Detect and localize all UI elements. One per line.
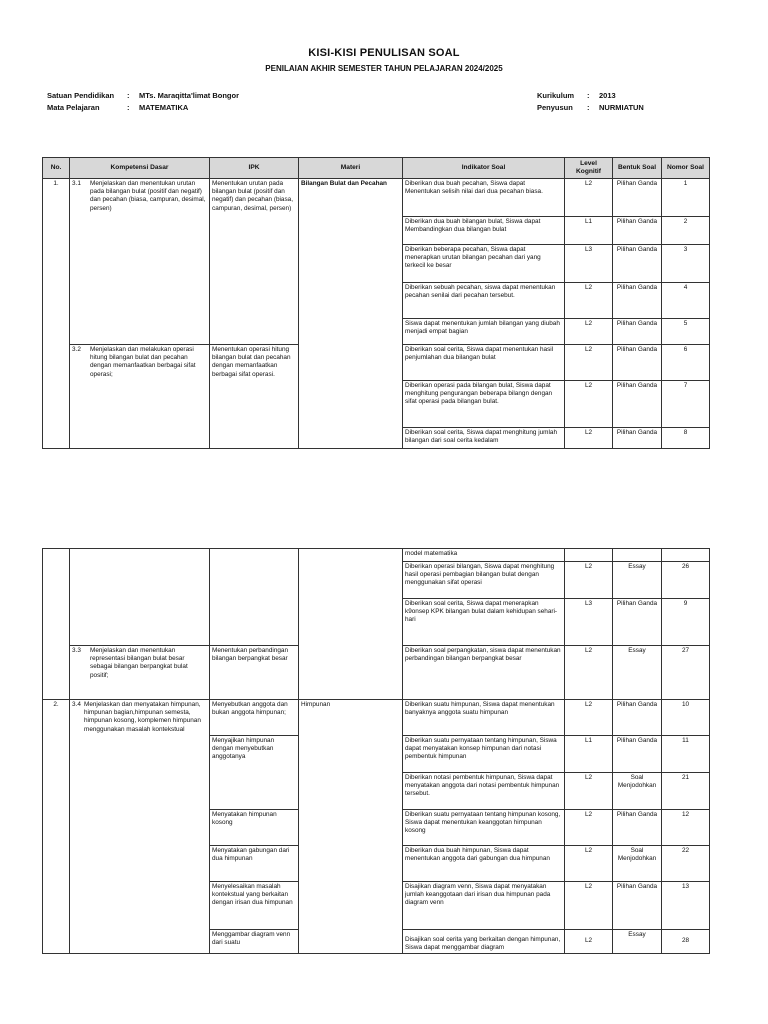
nomor-cell: 11 [662,736,710,773]
bentuk-cell: Essay [613,562,662,599]
nomor-cell: 6 [662,345,710,381]
header-no: No. [43,158,70,179]
nomor-cell: 4 [662,283,710,319]
kd-number: 3.4 [72,701,81,708]
mapel-label: Mata Pelajaran [47,103,100,112]
colon: : [127,103,130,112]
kd-cell [70,179,210,345]
kurikulum-label: Kurikulum [537,91,575,100]
header-ipk: IPK [210,158,299,179]
indikator-cell: Diberikan suatu pernyataan tentang himpunan kosong, Siswa dapat menentukan keanggotan himpunan kosong [403,810,565,846]
nomor-cell: 1 [662,179,710,217]
level-cell: L2 [565,882,613,930]
nomor-cell: 5 [662,319,710,345]
level-cell: L2 [565,810,613,846]
ipk-cell: Menyelesaikan masalah kontekstual yang berkaitan dengan irisan dua himpunan [210,882,299,930]
indikator-cell: Diberikan notasi pembentuk himpunan, Siswa dapat menyatakan anggota dari notasi pembentuk himpunan tersebut. [403,773,565,810]
bentuk-cell: Pilihan Ganda [613,319,662,345]
ipk-cell: Menentukan urutan pada bilangan bulat (positif dan negatif) dan pecahan (biasa, campuran, desimal, persen) [210,179,299,345]
ipk-cell: Menentukan operasi hitung bilangan bulat dan pecahan dengan memanfaatkan berbagai sifat operasi. [210,345,299,449]
nomor-cell: 21 [662,773,710,810]
level-cell: L2 [565,428,613,449]
header-bentuk: Bentuk Soal [613,158,662,179]
penyusun-value: NURMIATUN [599,103,644,112]
bentuk-cell: Pilihan Ganda [613,345,662,381]
kd-cell [70,700,210,954]
kisi-table-2 [42,548,710,954]
penyusun-label: Penyusun [537,103,573,112]
header-materi: Materi [299,158,403,179]
row-number: 2. [43,700,70,954]
colon: : [127,91,130,100]
kd-cell [70,345,210,449]
table-row [43,549,710,562]
kisi-table-1 [42,157,710,449]
header-level: Level Kognitif [565,158,613,179]
colon: : [587,91,590,100]
bentuk-cell: Soal Menjodohkan [613,773,662,810]
bentuk-cell: Pilihan Ganda [613,428,662,449]
ipk-cell: Menyajikan himpunan dengan menyebutkan anggotanya [210,736,299,810]
nomor-cell: 27 [662,646,710,700]
bentuk-cell [613,549,662,562]
indikator-cell: Diberikan sebuah pecahan, siswa dapat menentukan pecahan senilai dari pecahan tersebut. [403,283,565,319]
nomor-cell: 12 [662,810,710,846]
bentuk-cell: Pilihan Ganda [613,700,662,736]
colon: : [587,103,590,112]
level-cell: L2 [565,345,613,381]
nomor-cell [662,549,710,562]
kd-text: Menjelaskan dan melakukan operasi hitung bilangan bulat dan pecahan dengan memanfaatkan berbagai sifat operasi; [90,346,196,378]
indikator-cell: Diberikan dua buah bilangan bulat, Siswa dapat Membandingkan dua bilangan bulat [403,217,565,245]
table-row [43,700,710,736]
level-cell: L2 [565,562,613,599]
bentuk-cell: Pilihan Ganda [613,179,662,217]
kd-cell [70,646,210,700]
kurikulum-value: 2013 [599,91,616,100]
indikator-cell: Diberikan soal perpangkatan, siswa dapat menentukan perbandingan bilangan berpangkat besar [403,646,565,700]
level-cell: L2 [565,773,613,810]
indikator-cell: model matematika [403,549,565,562]
bentuk-cell: Essay [613,930,662,954]
indikator-cell: Diberikan suatu himpunan, Siswa dapat menentukan banyaknya anggota suatu himpunan [403,700,565,736]
bentuk-cell: Pilihan Ganda [613,599,662,646]
ipk-cell: Menyatakan himpunan kosong [210,810,299,846]
materi-cell [299,549,403,700]
indikator-cell: Diberikan soal cerita, Siswa dapat menghitung jumlah bilangan dari soal cerita kedalam [403,428,565,449]
kd-text: Menjelaskan dan menentukan representasi bilangan bulat besar sebagai bilangan berpangkat bulat positif; [90,647,188,679]
indikator-cell: Diberikan operasi pada bilangan bulat, Siswa dapat menghitung pengurangan beberapa bilangn dengan sifat operasi pada bilangan bulat. [403,381,565,428]
level-cell: L1 [565,217,613,245]
nomor-cell: 26 [662,562,710,599]
info-left [47,90,239,114]
level-cell: L2 [565,179,613,217]
bentuk-cell: Pilihan Ganda [613,381,662,428]
bentuk-cell: Pilihan Ganda [613,810,662,846]
indikator-cell: Diberikan soal cerita, Siswa dapat menentukan hasil penjumlahan dua bilangan bulat [403,345,565,381]
indikator-cell: Diberikan suatu pernyataan tentang himpunan, Siswa dapat menyatakan konsep himpunan dari notasi pembentuk himpunan [403,736,565,773]
indikator-cell: Disajikan diagram venn, Siswa dapat menyatakan jumlah keanggotaan dari irisan dua himpunan pada diagram venn [403,882,565,930]
nomor-cell: 28 [662,930,710,954]
ipk-cell [210,549,299,646]
ipk-cell: Menggambar diagram venn dari suatu [210,930,299,954]
indikator-cell: Siswa dapat menentukan jumlah bilangan yang diubah menjadi empat bagian [403,319,565,345]
satuan-label: Satuan Pendidikan [47,91,115,100]
indikator-cell: Diberikan dua buah pecahan, Siswa dapat Menentukan selisih nilai dari dua pecahan biasa. [403,179,565,217]
ipk-cell: Menyatakan gabungan dari dua himpunan [210,846,299,882]
ipk-cell: Menyebutkan anggota dan bukan anggota himpunan; [210,700,299,736]
level-cell: L1 [565,736,613,773]
header-nomor: Nomor Soal [662,158,710,179]
nomor-cell: 9 [662,599,710,646]
nomor-cell: 10 [662,700,710,736]
bentuk-cell: Soal Menjodohkan [613,846,662,882]
materi-cell: Bilangan Bulat dan Pecahan [299,179,403,449]
level-cell: L2 [565,846,613,882]
row-number: 1. [43,179,70,449]
document-subtitle: PENILAIAN AKHIR SEMESTER TAHUN PELAJARAN 2024/2025 [265,64,503,73]
info-right [537,90,644,114]
nomor-cell: 13 [662,882,710,930]
indikator-cell: Diberikan dua buah himpunan, Siswa dapat menentukan anggota dari gabungan dua himpunan [403,846,565,882]
level-cell: L2 [565,930,613,954]
indikator-cell: Diberikan soal cerita, Siswa dapat menerapkan k9onsep KPK bilangan bulat dalam kehidupan sehari-hari [403,599,565,646]
level-cell: L3 [565,245,613,283]
bentuk-cell: Essay [613,646,662,700]
ipk-cell: Menentukan perbandingan bilangan berpangkat besar [210,646,299,700]
nomor-cell: 2 [662,217,710,245]
indikator-cell: Disajikan soal cerita yang berkaitan dengan himpunan, Siswa dapat menggambar diagram [403,930,565,954]
kd-text: Menjelaskan dan menyatakan himpunan, himpunan bagian,himpunan semesta, himpunan kosong, komplemen himpunan menggunakan masalah kontekstual [84,701,201,733]
kd-number: 3.3 [72,647,81,654]
satuan-value: MTs. Maraqitta'limat Bongor [139,91,239,100]
nomor-cell: 22 [662,846,710,882]
nomor-cell: 8 [662,428,710,449]
document-title: KISI-KISI PENULISAN SOAL [308,47,460,59]
mapel-value: MATEMATIKA [139,103,189,112]
nomor-cell: 7 [662,381,710,428]
bentuk-cell: Pilihan Ganda [613,283,662,319]
nomor-cell: 3 [662,245,710,283]
header-indikator: Indikator Soal [403,158,565,179]
indikator-cell: Diberikan operasi bilangan, Siswa dapat menghitung hasil operasi pembagian bilangan bulat dengan menggunakan sifat operasi [403,562,565,599]
bentuk-cell: Pilihan Ganda [613,217,662,245]
level-cell: L3 [565,599,613,646]
kd-number: 3.2 [72,346,81,353]
level-cell [565,549,613,562]
indikator-cell: Diberikan beberapa pecahan, Siswa dapat menerapkan urutan bilangan pecahan dari yang terkecil ke besar [403,245,565,283]
bentuk-cell: Pilihan Ganda [613,245,662,283]
level-cell: L2 [565,319,613,345]
level-cell: L2 [565,283,613,319]
level-cell: L2 [565,646,613,700]
header-kd: Kompetensi Dasar [70,158,210,179]
kd-text: Menjelaskan dan menentukan urutan pada bilangan bulat (positif dan negatif) dan pecahan (biasa, campuran, desimal, persen) [90,180,206,212]
level-cell: L2 [565,381,613,428]
bentuk-cell: Pilihan Ganda [613,736,662,773]
table-row [43,179,710,217]
kd-number: 3.1 [72,180,81,187]
table-header-row [43,158,710,179]
materi-cell: Himpunan [299,700,403,954]
bentuk-cell: Pilihan Ganda [613,882,662,930]
row-number [43,549,70,700]
level-cell: L2 [565,700,613,736]
kd-cell [70,549,210,646]
